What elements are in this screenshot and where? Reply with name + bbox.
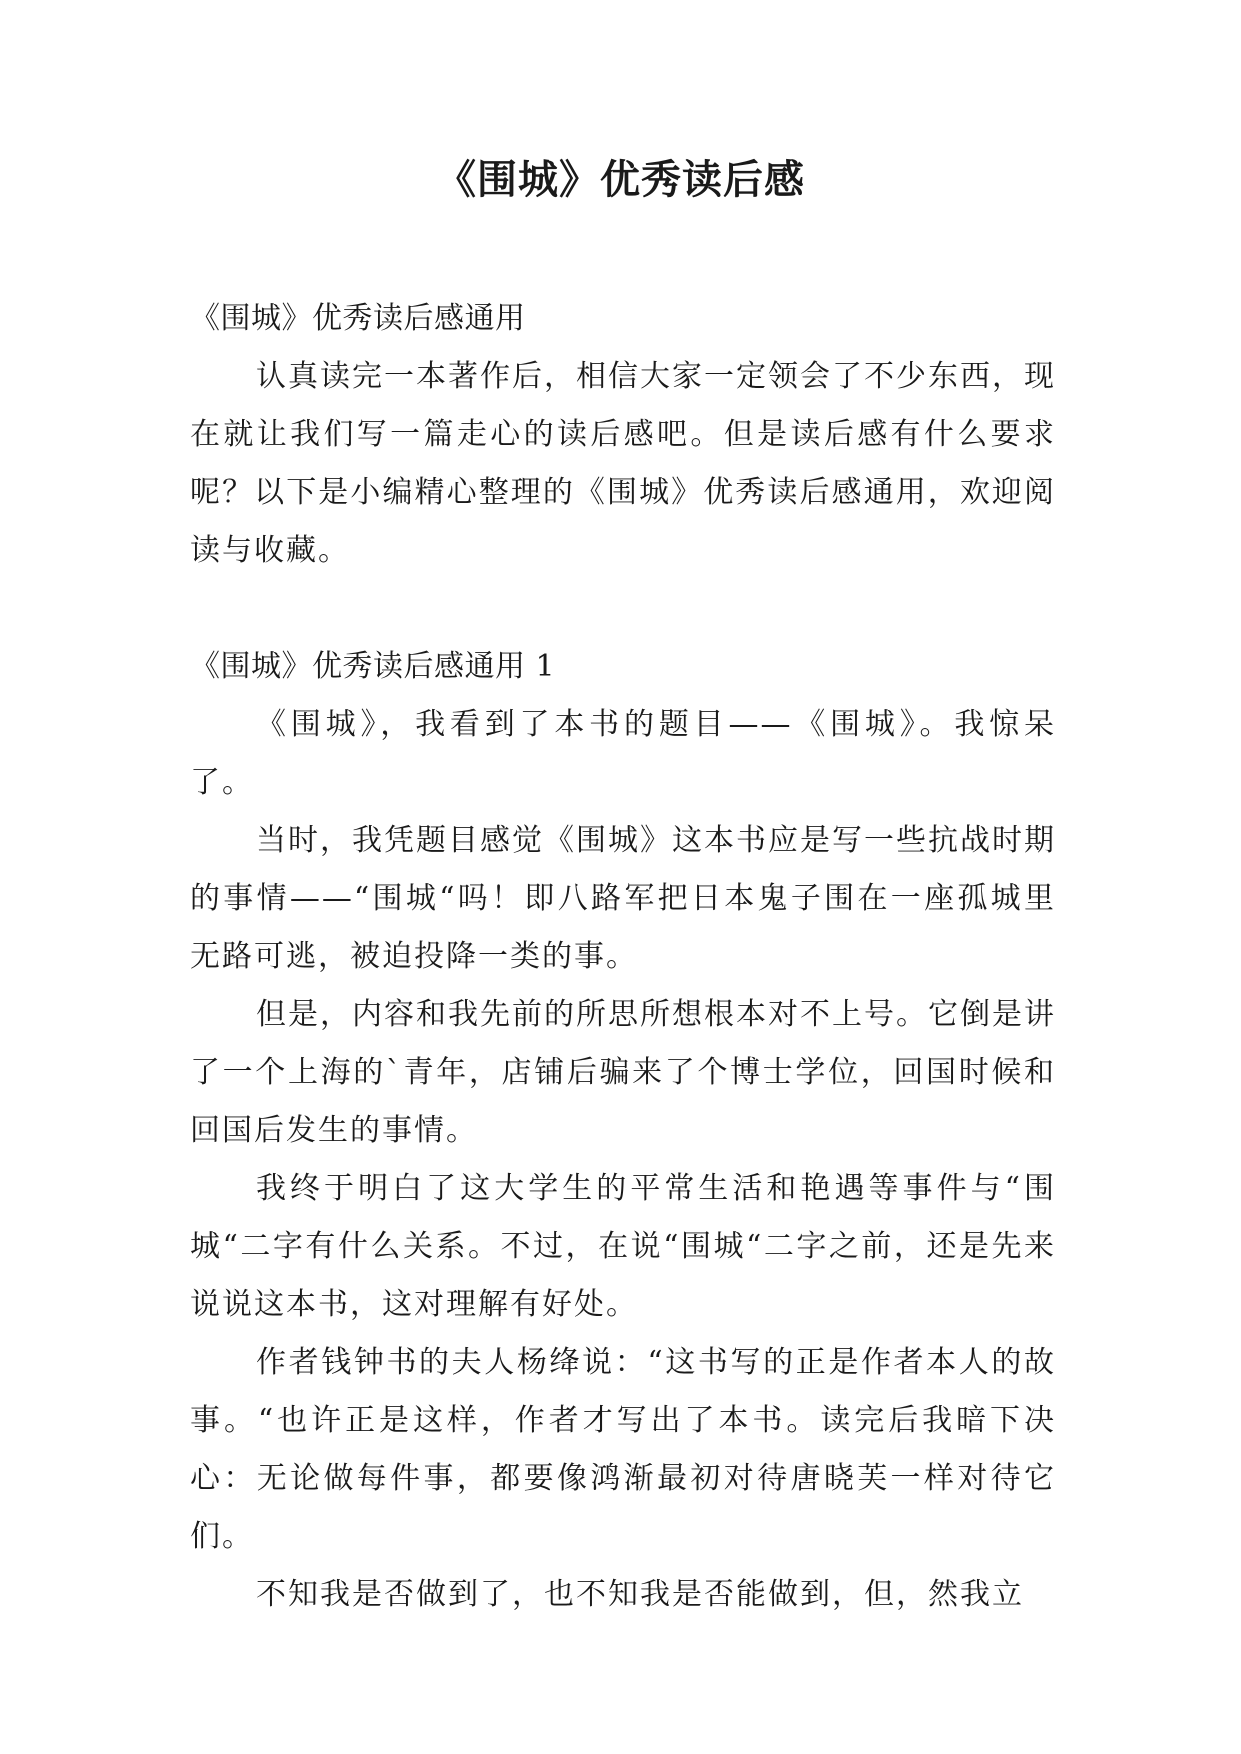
section-spacer	[190, 580, 1056, 638]
body-paragraph: 但是，内容和我先前的所思所想根本对不上号。它倒是讲了一个上海的`青年，店铺后骗来了个博士学位，回国时候和回国后发生的事情。	[190, 997, 1056, 1148]
body-paragraph: 作者钱钟书的夫人杨绛说：“这书写的正是作者本人的故事。“也许正是这样，作者才写出了本书。读完后我暗下决心：无论做每件事，都要像鸿渐最初对待唐晓芙一样对待它们。	[190, 1345, 1056, 1554]
body-paragraph: 当时，我凭题目感觉《围城》这本书应是写一些抗战时期的事情——“围城“吗！即八路军把日本鬼子围在一座孤城里无路可逃，被迫投降一类的事。	[190, 823, 1056, 974]
document-title: 《围城》优秀读后感	[436, 157, 805, 203]
document-body	[190, 290, 1056, 1624]
body-paragraph: 不知我是否做到了，也不知我是否能做到，但，然我立	[256, 1577, 1024, 1612]
body-paragraph: 《围城》，我看到了本书的题目——《围城》。我惊呆了。	[190, 707, 1056, 800]
body-paragraph: 我终于明白了这大学生的平常生活和艳遇等事件与“围城“二字有什么关系。不过，在说“围城“二字之前，还是先来说说这本书，这对理解有好处。	[190, 1171, 1056, 1322]
intro-paragraph: 认真读完一本著作后，相信大家一定领会了不少东西，现在就让我们写一篇走心的读后感吧。但是读后感有什么要求呢？以下是小编精心整理的《围城》优秀读后感通用，欢迎阅读与收藏。	[190, 359, 1056, 568]
subtitle: 《围城》优秀读后感通用	[190, 301, 526, 336]
section-heading: 《围城》优秀读后感通用 1	[190, 649, 556, 684]
